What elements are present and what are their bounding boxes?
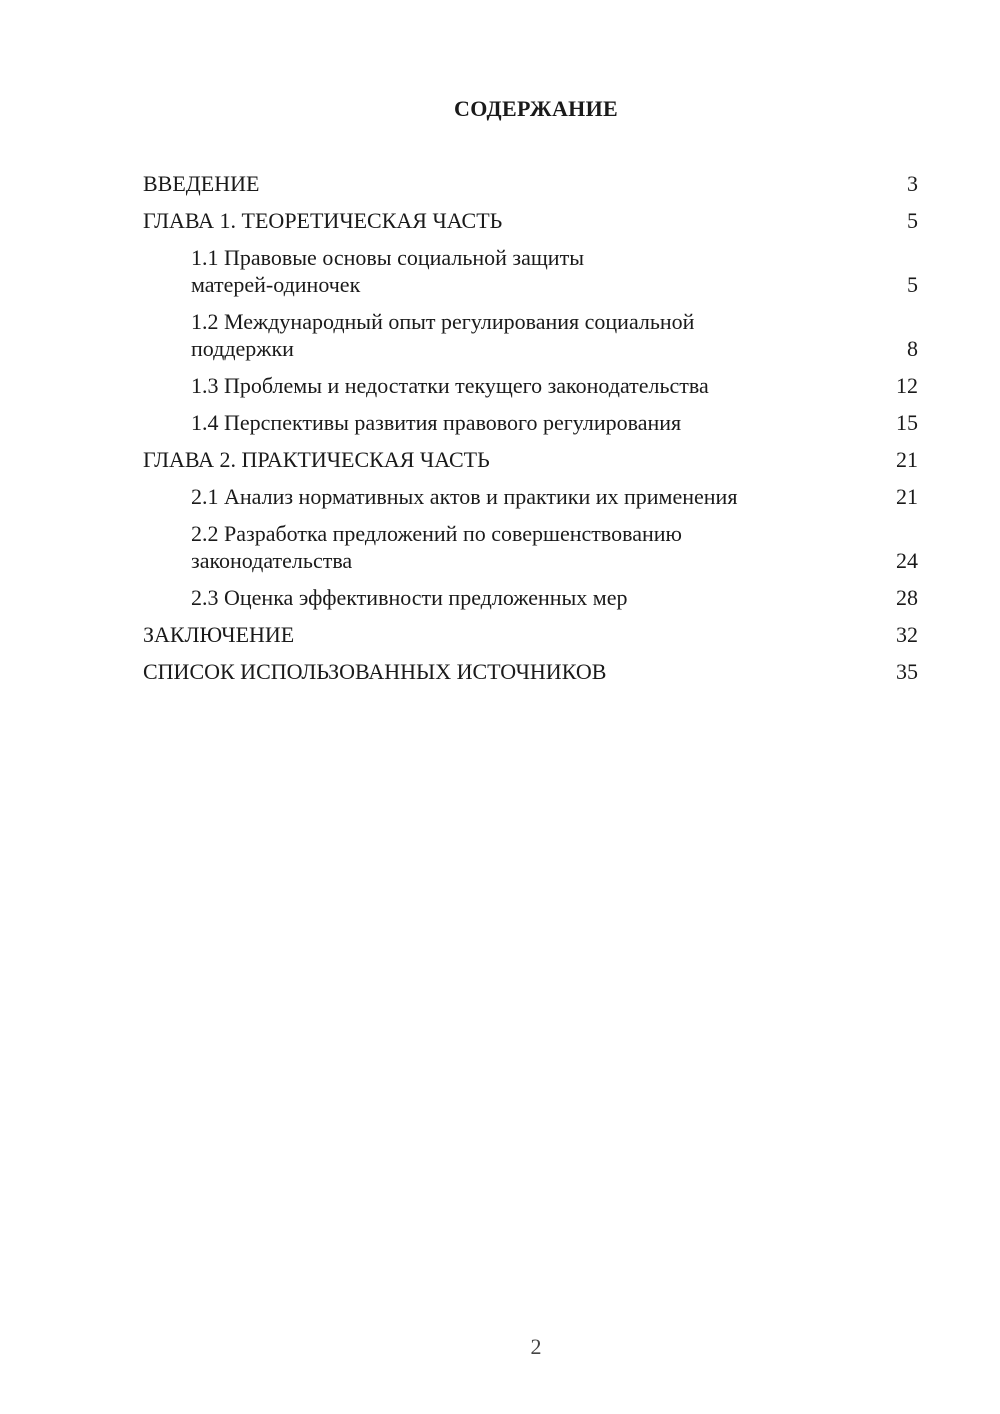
toc-entry-section-1-3	[143, 372, 918, 399]
toc-entry-label: ГЛАВА 2. ПРАКТИЧЕСКАЯ ЧАСТЬ	[143, 447, 490, 472]
toc-entry-section-1-2	[143, 308, 918, 362]
toc-entry-page: 21	[896, 484, 918, 509]
toc-entry-references	[143, 658, 918, 685]
toc-entry-label: 2.3 Оценка эффективности предложенных мер	[191, 585, 628, 610]
toc-entry-section-1-1	[143, 244, 918, 298]
toc-entry-label: ВВЕДЕНИЕ	[143, 171, 260, 196]
toc-entry-page: 5	[907, 272, 918, 297]
toc-entry-section-1-4	[143, 409, 918, 436]
toc-entry-page: 24	[896, 548, 918, 573]
toc-entry-label: 1.1 Правовые основы социальной защиты матерей-одиночек	[191, 245, 584, 297]
toc-entry-page: 35	[896, 659, 918, 684]
toc-entry-page: 15	[896, 410, 918, 435]
toc-entry-introduction	[143, 170, 918, 197]
toc-entry-page: 28	[896, 585, 918, 610]
toc-entry-label: 2.2 Разработка предложений по совершенствованию законодательства	[191, 521, 682, 573]
toc-entry-page: 12	[896, 373, 918, 398]
toc-entry-label: 1.3 Проблемы и недостатки текущего законодательства	[191, 373, 709, 398]
toc-entry-label: ГЛАВА 1. ТЕОРЕТИЧЕСКАЯ ЧАСТЬ	[143, 208, 503, 233]
toc-entry-label: СПИСОК ИСПОЛЬЗОВАННЫХ ИСТОЧНИКОВ	[143, 659, 607, 684]
toc-entry-chapter-1	[143, 207, 918, 234]
toc-entry-page: 21	[896, 447, 918, 472]
toc-title: СОДЕРЖАНИЕ	[454, 96, 618, 121]
toc-entry-section-2-2	[143, 520, 918, 574]
toc-entry-chapter-2	[143, 446, 918, 473]
toc-entry-conclusion	[143, 621, 918, 648]
toc-entry-page: 8	[907, 336, 918, 361]
toc-entry-section-2-1	[143, 483, 918, 510]
toc-entry-label: 1.4 Перспективы развития правового регулирования	[191, 410, 682, 435]
toc-entry-page: 5	[907, 208, 918, 233]
page-number: 2	[530, 1334, 542, 1359]
toc-entry-page: 32	[896, 622, 918, 647]
toc-entry-label: 2.1 Анализ нормативных актов и практики их применения	[191, 484, 738, 509]
toc-entry-label: ЗАКЛЮЧЕНИЕ	[143, 622, 295, 647]
toc-entry-label: 1.2 Международный опыт регулирования социальной поддержки	[191, 309, 695, 361]
toc-entry-section-2-3	[143, 584, 918, 611]
table-of-contents	[143, 170, 918, 695]
toc-entry-page: 3	[907, 171, 918, 196]
